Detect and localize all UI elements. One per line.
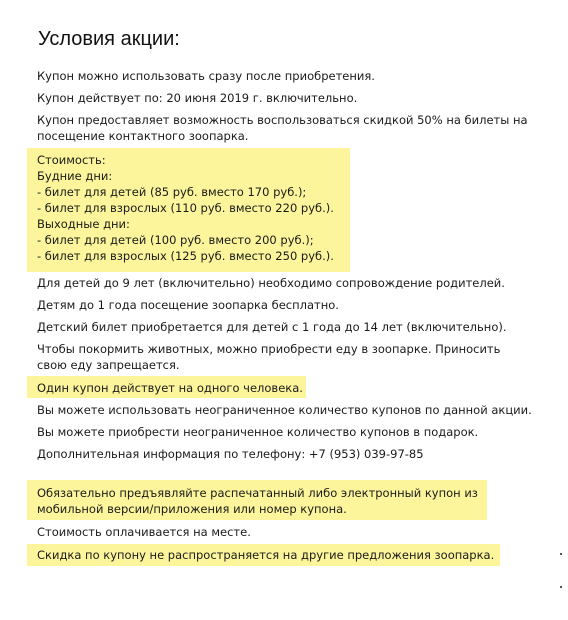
discount-restriction-text: Скидка по купону не распространяется на другие предложения зоопарка. [37,548,495,562]
unlimited-gift-text: Вы можете приобрести неограниченное количество купонов в подарок. [37,425,479,439]
page-title: Условия акции: [38,28,180,50]
discount-description-text: Купон предоставляет возможность воспользоваться скидкой 50% на билеты на посещение контактного зоопарка. [37,113,528,143]
payment-on-site-text: Стоимость оплачивается на месте. [37,525,251,539]
child-ticket-age-text: Детский билет приобретается для детей с 1 года до 14 лет (включительно). [37,320,507,334]
infants-free-text: Детям до 1 года посещение зоопарка бесплатно. [37,298,339,312]
pricing-text: Стоимость: Будние дни: - билет для детей (85 руб. вместо 170 руб.); - билет для взрослых (110 руб. вместо 220 руб.). Выходные дни: - билет для детей (100 руб. вместо 200 руб.); - билет для взрослых (125 руб. вместо 250 руб.). [37,153,334,263]
unlimited-use-text: Вы можете использовать неограниченное количество купонов по данной акции. [37,403,532,417]
feeding-rules-text: Чтобы покормить животных, можно приобрести еду в зоопарке. Приносить свою еду запрещается. [37,342,501,372]
edge-mark [560,553,562,555]
present-coupon-text: Обязательно предъявляйте распечатанный либо электронный купон из мобильной версии/приложения или номер купона. [37,486,478,516]
edge-mark [560,586,562,588]
coupon-validity-text: Купон действует по: 20 июня 2019 г. включительно. [37,91,358,105]
one-person-text: Один купон действует на одного человека. [37,381,303,395]
children-escort-text: Для детей до 9 лет (включительно) необходимо сопровождение родителей. [37,276,505,290]
phone-info-text: Дополнительная информация по телефону: +7 (953) 039-97-85 [37,447,424,461]
coupon-usage-text: Купон можно использовать сразу после приобретения. [37,69,375,83]
